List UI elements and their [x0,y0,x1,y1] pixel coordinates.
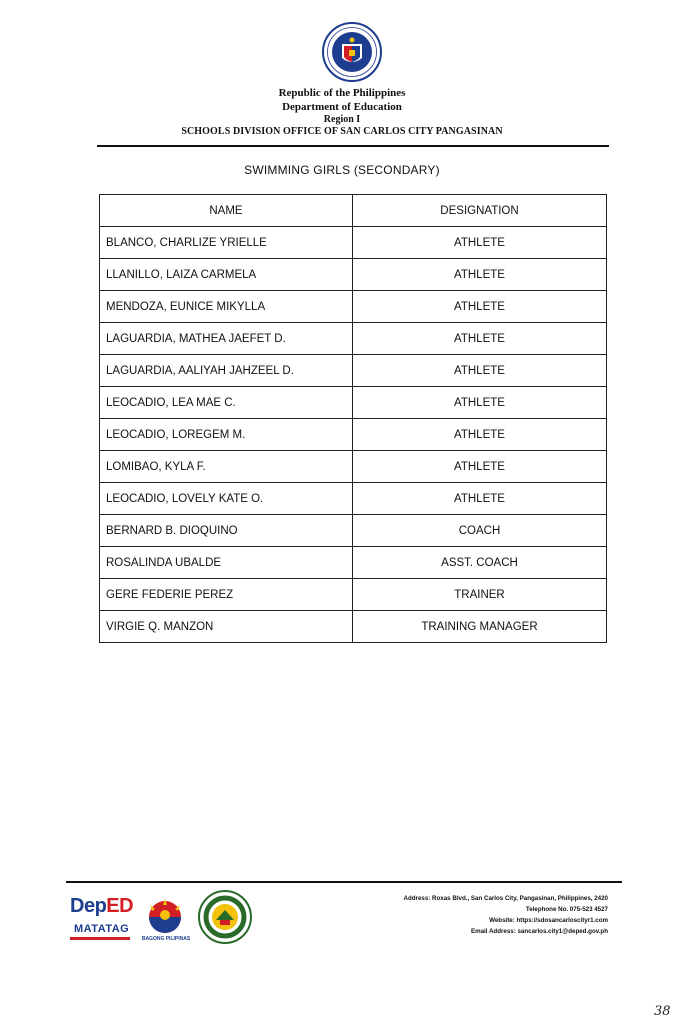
sdo-seal-icon [198,890,252,944]
table-row [100,323,607,355]
deped-wordmark-ed: ED [106,895,134,917]
name-cell: BLANCO, CHARLIZE YRIELLE [100,227,353,259]
designation-cell: COACH [353,515,607,547]
deped-wordmark [70,895,133,918]
designation-cell: ATHLETE [353,451,607,483]
contact-block [404,893,608,937]
name-cell: BERNARD B. DIOQUINO [100,515,353,547]
designation-cell: ASST. COACH [353,547,607,579]
table-row [100,611,607,643]
deped-wordmark-dep: Dep [70,895,107,917]
table-row [100,227,607,259]
document-title: SWIMMING GIRLS (SECONDARY) [244,163,440,177]
department-line: Department of Education [282,101,402,113]
table-row [100,579,607,611]
table-header-row [100,195,607,227]
header-divider [97,145,609,147]
address-line: Address: Roxas Blvd., San Carlos City, Pangasinan, Philippines, 2420 [403,895,608,902]
designation-cell: ATHLETE [353,387,607,419]
designation-cell: TRAINING MANAGER [353,611,607,643]
matatag-wordmark: MATATAG [74,923,130,935]
name-cell: LAGUARDIA, MATHEA JAEFET D. [100,323,353,355]
name-cell: LEOCADIO, LEA MAE C. [100,387,353,419]
footer-divider [66,881,622,883]
republic-line: Republic of the Philippines [278,87,406,99]
column-header-name: NAME [100,195,353,227]
name-cell: ROSALINDA UBALDE [100,547,353,579]
roster-table [99,194,607,643]
designation-cell: ATHLETE [353,323,607,355]
telephone-line: Telephone No. 075-523 4527 [525,906,608,913]
name-cell: MENDOZA, EUNICE MIKYLLA [100,291,353,323]
bagong-pilipinas-text: BAGONG PILIPINAS [141,936,191,942]
name-cell: LAGUARDIA, AALIYAH JAHZEEL D. [100,355,353,387]
website-line: Website: https://sdosancarloscityr1.com [489,917,608,924]
table-row [100,451,607,483]
name-cell: GERE FEDERIE PEREZ [100,579,353,611]
deped-seal-icon [322,22,382,82]
designation-cell: ATHLETE [353,227,607,259]
page-number: 38 [654,1004,671,1019]
region-line: Region I [323,114,361,125]
name-cell: LOMIBAO, KYLA F. [100,451,353,483]
deped-matatag-logo [70,895,134,945]
table-row [100,483,607,515]
letterhead [0,86,684,138]
column-header-designation: DESIGNATION [353,195,607,227]
designation-cell: ATHLETE [353,355,607,387]
table-row [100,355,607,387]
designation-cell: ATHLETE [353,291,607,323]
name-cell: VIRGIE Q. MANZON [100,611,353,643]
name-cell: LEOCADIO, LOREGEM M. [100,419,353,451]
designation-cell: ATHLETE [353,259,607,291]
table-row [100,387,607,419]
email-line: Email Address: sancarlos.city1@deped.gov.ph [470,928,608,935]
office-line: SCHOOLS DIVISION OFFICE OF SAN CARLOS CITY PANGASINAN [181,126,503,137]
name-cell: LLANILLO, LAIZA CARMELA [100,259,353,291]
table-row [100,547,607,579]
designation-cell: TRAINER [353,579,607,611]
designation-cell: ATHLETE [353,483,607,515]
designation-cell: ATHLETE [353,419,607,451]
logo-stripe [70,937,130,940]
table-row [100,259,607,291]
table-row [100,515,607,547]
name-cell: LEOCADIO, LOVELY KATE O. [100,483,353,515]
table-row [100,291,607,323]
table-row [100,419,607,451]
